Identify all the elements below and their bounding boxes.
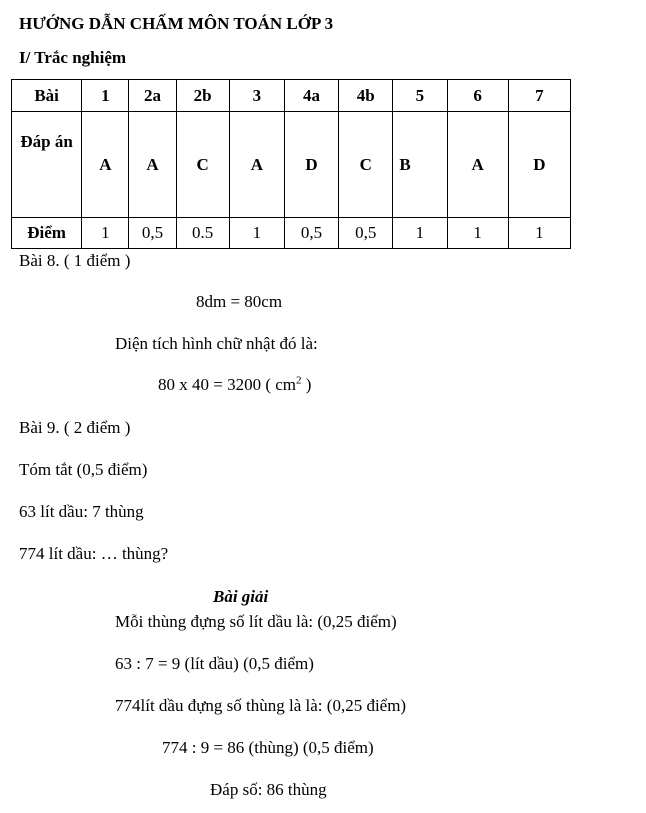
question-cell: 2b: [176, 80, 229, 112]
bai9-summary: Tóm tắt (0,5 điểm): [19, 460, 148, 479]
bai8-conversion: 8dm = 80cm: [196, 292, 283, 311]
calc-exponent: 2: [296, 374, 302, 387]
section-heading-multiple-choice: I/ Trắc nghiệm: [19, 48, 127, 67]
row-label-answer: Đáp án: [12, 112, 82, 218]
points-cell: 0.5: [176, 218, 229, 249]
answer-cell: A: [129, 112, 176, 218]
question-cell: 4a: [284, 80, 338, 112]
calc-main: 80 x 40 = 3200 ( cm: [158, 375, 297, 394]
answer-cell: A: [447, 112, 508, 218]
points-cell: 0,5: [339, 218, 393, 249]
bai9-given-2: 774 lít dầu: … thùng?: [19, 544, 169, 563]
answer-cell: C: [339, 112, 393, 218]
bai9-step-4: 774 : 9 = 86 (thùng) (0,5 điểm): [162, 738, 374, 757]
bai9-final-answer: Đáp số: 86 thùng: [210, 780, 327, 799]
table-row-answers: [12, 112, 571, 218]
document-title: HƯỚNG DẪN CHẤM MÔN TOÁN LỚP 3: [19, 14, 334, 33]
bai9-solution-title: Bài giải: [213, 587, 269, 606]
question-cell: 7: [508, 80, 570, 112]
answer-table: [11, 79, 571, 249]
bai9-step-2: 63 : 7 = 9 (lít dầu) (0,5 điểm): [115, 654, 314, 673]
bai8-heading: Bài 8. ( 1 điểm ): [19, 251, 131, 270]
table-row-points: [12, 218, 571, 249]
table-row-questions: [12, 80, 571, 112]
answer-cell: A: [229, 112, 284, 218]
bai9-heading: Bài 9. ( 2 điểm ): [19, 418, 131, 437]
points-cell: 0,5: [129, 218, 176, 249]
bai9-given-1: 63 lít dầu: 7 thùng: [19, 502, 144, 521]
bai9-step-3: 774lít dầu đựng số thùng là là: (0,25 điểm): [115, 696, 407, 715]
row-label-question: Bài: [12, 80, 82, 112]
question-cell: 1: [82, 80, 129, 112]
points-cell: 1: [447, 218, 508, 249]
question-cell: 2a: [129, 80, 176, 112]
bai8-area-calculation: [158, 375, 311, 395]
question-cell: 6: [447, 80, 508, 112]
answer-cell: C: [176, 112, 229, 218]
answer-cell: A: [82, 112, 129, 218]
points-cell: 1: [393, 218, 447, 249]
points-cell: 1: [508, 218, 570, 249]
answer-cell: B: [393, 112, 447, 218]
question-cell: 3: [229, 80, 284, 112]
row-label-points: Điểm: [12, 218, 82, 249]
answer-cell: D: [284, 112, 338, 218]
calc-end: ): [301, 375, 312, 394]
points-cell: 1: [229, 218, 284, 249]
points-cell: 0,5: [284, 218, 338, 249]
bai8-area-statement: Diện tích hình chữ nhật đó là:: [115, 334, 318, 353]
question-cell: 5: [393, 80, 447, 112]
answer-cell: D: [508, 112, 570, 218]
question-cell: 4b: [339, 80, 393, 112]
points-cell: 1: [82, 218, 129, 249]
bai9-step-1: Mỗi thùng đựng số lít dầu là: (0,25 điểm): [115, 612, 397, 631]
